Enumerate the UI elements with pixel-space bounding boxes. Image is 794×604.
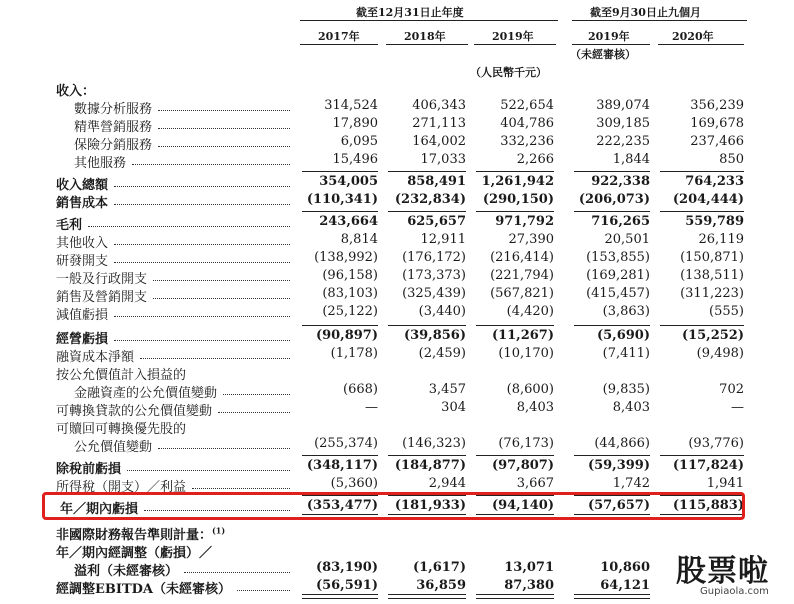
- cell-value: (311,223): [680, 286, 744, 301]
- leader-dots: [184, 572, 290, 573]
- leader-dots: [114, 204, 290, 205]
- subtotal-rule: [388, 211, 466, 212]
- row-label-text: 按公允價值計入損益的: [56, 368, 187, 383]
- cell-value: (57,657): [587, 498, 650, 513]
- subtotal-rule: [302, 594, 378, 599]
- unaudited-note: （未經審核）: [570, 48, 636, 61]
- cell-value: (83,190): [315, 560, 378, 575]
- watermark-text: 股票啦: [676, 554, 769, 589]
- year-2020-nine-months: 2020年: [672, 30, 714, 43]
- cell-value: 17,890: [332, 116, 378, 131]
- cell-value: (415,457): [586, 286, 650, 301]
- cell-value: (150,871): [680, 250, 744, 265]
- cell-value: 716,265: [591, 214, 650, 229]
- cell-value: 15,496: [332, 152, 378, 167]
- cell-value: (97,807): [491, 458, 554, 473]
- cell-value: (59,399): [587, 458, 650, 473]
- subtotal-rule: [302, 455, 378, 456]
- cell-value: 164,002: [412, 134, 466, 149]
- year-underline-3: [474, 44, 556, 45]
- cell-value: 858,491: [407, 174, 466, 189]
- cell-value: 8,814: [340, 232, 378, 247]
- cell-value: 3,667: [516, 476, 554, 491]
- leader-dots: [114, 186, 290, 187]
- subtotal-rule: [574, 594, 650, 599]
- cell-value: 169,678: [690, 116, 744, 131]
- leader-dots: [223, 394, 290, 395]
- cell-value: (1,617): [412, 560, 466, 575]
- row-label: [56, 542, 212, 561]
- cell-value: 1,742: [612, 476, 650, 491]
- cell-value: (169,281): [586, 268, 650, 283]
- row-label-text: 銷售成本: [56, 196, 109, 211]
- cell-value: 8,403: [516, 400, 554, 415]
- year-underline-1: [300, 44, 378, 45]
- cell-value: (8,600): [506, 382, 554, 397]
- cell-value: 304: [441, 400, 466, 415]
- leader-dots: [114, 244, 290, 245]
- watermark-subtext: Gupiaola.com: [700, 586, 769, 597]
- cell-value: 309,185: [596, 116, 650, 131]
- subtotal-rule: [574, 211, 650, 212]
- cell-value: (96,158): [322, 268, 378, 283]
- cell-value: 36,859: [416, 578, 466, 593]
- row-label-text: 融資成本淨額: [56, 350, 135, 365]
- cell-value: 237,466: [690, 134, 744, 149]
- row-label: [56, 232, 108, 251]
- row-label: [74, 116, 152, 135]
- cell-value: (110,341): [306, 192, 378, 207]
- row-label: [56, 304, 108, 323]
- row-label-text: 研發開支: [56, 254, 109, 269]
- subtotal-rule: [660, 171, 744, 172]
- subtotal-rule: [660, 211, 744, 212]
- row-label-text: 其他服務: [74, 156, 127, 171]
- header-group-annual: 截至12月31日止年度: [356, 6, 464, 19]
- row-label: [56, 578, 231, 597]
- cell-value: (90,897): [315, 328, 378, 343]
- cell-value: (146,323): [402, 436, 466, 451]
- cell-value: (138,511): [680, 268, 744, 283]
- cell-value: 8,403: [612, 400, 650, 415]
- cell-value: 12,911: [420, 232, 466, 247]
- row-label-text: 可轉換貸款的公允價值變動: [56, 404, 213, 419]
- leader-dots: [114, 262, 290, 263]
- leader-dots: [114, 316, 290, 317]
- cell-value: 3,457: [428, 382, 466, 397]
- leader-dots: [132, 164, 290, 165]
- cell-value: —: [365, 400, 378, 415]
- row-label-text: 可贖回可轉換優先股的: [56, 422, 187, 437]
- cell-value: (9,835): [602, 382, 650, 397]
- cell-value: (94,140): [491, 498, 554, 513]
- leader-dots: [158, 146, 290, 147]
- cell-value: 522,654: [500, 98, 554, 113]
- cell-value: 6,095: [340, 134, 378, 149]
- cell-value: (353,477): [306, 498, 378, 513]
- leader-dots: [153, 298, 290, 299]
- cell-value: (221,794): [490, 268, 554, 283]
- row-label-text: 金融資產的公允價值變動: [74, 386, 218, 401]
- cell-value: 13,071: [504, 560, 554, 575]
- cell-value: (7,411): [602, 346, 650, 361]
- cell-value: 406,343: [412, 98, 466, 113]
- leader-dots: [192, 488, 290, 489]
- footnote-marker: (1): [212, 525, 226, 536]
- cell-value: (117,824): [672, 458, 744, 473]
- row-label-text: 經營虧損: [56, 332, 109, 347]
- row-label-text: 公允價值變動: [74, 440, 153, 455]
- cell-value: 971,792: [495, 214, 554, 229]
- cell-value: (176,172): [402, 250, 466, 265]
- cell-value: 389,074: [596, 98, 650, 113]
- cell-value: 1,844: [612, 152, 650, 167]
- row-label: [56, 214, 82, 233]
- cell-value: 354,005: [319, 174, 378, 189]
- cell-value: (255,374): [314, 436, 378, 451]
- cell-value: (83,103): [322, 286, 378, 301]
- cell-value: 10,860: [600, 560, 650, 575]
- cell-value: 20,501: [604, 232, 650, 247]
- row-label: [56, 328, 108, 347]
- year-2019-nine-months: 2019年: [588, 30, 630, 43]
- subtotal-rule: [574, 455, 650, 456]
- cell-value: 2,944: [428, 476, 466, 491]
- cell-value: 702: [719, 382, 744, 397]
- cell-value: (184,877): [394, 458, 466, 473]
- cell-value: (3,863): [602, 304, 650, 319]
- cell-value: (10,170): [498, 346, 554, 361]
- leader-dots: [127, 470, 290, 471]
- subtotal-rule: [388, 594, 466, 599]
- cell-value: (1,178): [330, 346, 378, 361]
- cell-value: 559,789: [685, 214, 744, 229]
- leader-dots: [237, 590, 290, 591]
- year-underline-5: [658, 44, 744, 45]
- cell-value: (15,252): [681, 328, 744, 343]
- row-label-text: 數據分析服務: [74, 102, 153, 117]
- cell-value: 314,524: [324, 98, 378, 113]
- row-label: [74, 152, 126, 171]
- cell-value: 764,233: [685, 174, 744, 189]
- cell-value: (76,173): [498, 436, 554, 451]
- subtotal-rule: [302, 171, 378, 172]
- row-label-text: 非國際財務報告準則計量：: [56, 528, 213, 543]
- cell-value: (138,992): [314, 250, 378, 265]
- row-label-text: 經調整EBITDA（未經審核）: [56, 582, 232, 597]
- row-label-text: 除稅前虧損: [56, 462, 122, 477]
- subtotal-rule: [388, 325, 466, 326]
- subtotal-rule: [476, 325, 554, 326]
- subtotal-rule: [302, 325, 378, 326]
- cell-value: (5,690): [596, 328, 650, 343]
- leader-dots: [114, 340, 290, 341]
- row-label: [56, 346, 134, 365]
- cell-value: (232,834): [394, 192, 466, 207]
- cell-value: (9,498): [696, 346, 744, 361]
- cell-value: (25,122): [322, 304, 378, 319]
- leader-dots: [158, 448, 290, 449]
- row-label: [56, 418, 186, 437]
- cell-value: 26,119: [698, 232, 744, 247]
- row-label: [56, 400, 212, 419]
- row-label-text: 精準營銷服務: [74, 120, 153, 135]
- leader-dots: [158, 110, 290, 111]
- cell-value: 1,941: [706, 476, 744, 491]
- cell-value: (2,459): [418, 346, 466, 361]
- year-2019: 2019年: [492, 30, 534, 43]
- row-label: [74, 134, 152, 153]
- highlight-box: [42, 492, 745, 520]
- row-label-text: 溢利（未經審核）: [74, 564, 179, 579]
- year-underline-4: [572, 44, 650, 45]
- cell-value: (4,420): [506, 304, 554, 319]
- subtotal-rule: [476, 455, 554, 456]
- subtotal-rule: [574, 171, 650, 172]
- row-label-text: 所得稅（開支）／利益: [56, 480, 187, 495]
- cell-value: —: [731, 400, 744, 415]
- row-label-text: 年／期內虧損: [60, 502, 139, 517]
- cell-value: 356,239: [690, 98, 744, 113]
- row-label: [56, 364, 186, 383]
- row-label: [56, 250, 108, 269]
- row-label: [56, 174, 108, 193]
- cell-value: 404,786: [500, 116, 554, 131]
- row-label-text: 一般及行政開支: [56, 272, 148, 287]
- row-label-text: 銷售及營銷開支: [56, 290, 148, 305]
- cell-value: (3,440): [418, 304, 466, 319]
- cell-value: 271,113: [412, 116, 466, 131]
- subtotal-rule: [660, 325, 744, 326]
- row-label-text: 其他收入: [56, 236, 109, 251]
- cell-value: (44,866): [594, 436, 650, 451]
- leader-dots: [158, 128, 290, 129]
- year-2017: 2017年: [318, 30, 360, 43]
- cell-value: (115,883): [672, 498, 744, 513]
- cell-value: (567,821): [490, 286, 554, 301]
- row-label-text: 減值虧損: [56, 308, 109, 323]
- row-label-text: 收入：: [56, 84, 96, 99]
- row-label-text: 收入總額: [56, 178, 109, 193]
- cell-value: 332,236: [500, 134, 554, 149]
- watermark-logo: [672, 546, 790, 597]
- cell-value: (325,439): [402, 286, 466, 301]
- subtotal-rule: [660, 455, 744, 456]
- year-underline-2: [386, 44, 468, 45]
- cell-value: (39,856): [403, 328, 466, 343]
- cell-value: (93,776): [688, 436, 744, 451]
- cell-value: 64,121: [600, 578, 650, 593]
- row-label: [74, 436, 152, 455]
- subtotal-rule: [476, 171, 554, 172]
- subtotal-rule: [476, 211, 554, 212]
- leader-dots: [88, 226, 290, 227]
- cell-value: 625,657: [407, 214, 466, 229]
- cell-value: (348,117): [306, 458, 378, 473]
- row-label: [56, 192, 108, 211]
- subtotal-rule: [388, 455, 466, 456]
- row-label: [74, 560, 178, 579]
- leader-dots: [218, 412, 290, 413]
- cell-value: (11,267): [491, 328, 554, 343]
- row-label: [56, 80, 95, 99]
- header-group-annual-underline: [300, 20, 558, 21]
- cell-value: 243,664: [319, 214, 378, 229]
- row-label: [56, 268, 147, 287]
- header-group-nine-months: 截至9月30日止九個月: [590, 6, 701, 19]
- leader-dots: [153, 280, 290, 281]
- cell-value: (5,360): [330, 476, 378, 491]
- cell-value: (204,444): [672, 192, 744, 207]
- cell-value: 850: [719, 152, 744, 167]
- header-group-nine-months-underline: [572, 20, 747, 21]
- cell-value: (206,073): [578, 192, 650, 207]
- row-label-text: 保險分銷服務: [74, 138, 153, 153]
- cell-value: 222,235: [596, 134, 650, 149]
- row-label: [74, 98, 152, 117]
- subtotal-rule: [302, 211, 378, 212]
- row-label-text: 毛利: [56, 218, 83, 233]
- cell-value: (56,591): [315, 578, 378, 593]
- row-label-text: 年／期內經調整（虧損）／: [56, 546, 213, 561]
- cell-value: (668): [343, 382, 378, 397]
- row-label: [56, 524, 225, 543]
- currency-unit: （人民幣千元）: [470, 66, 547, 79]
- subtotal-rule: [574, 325, 650, 326]
- cell-value: 2,266: [516, 152, 554, 167]
- cell-value: 1,261,942: [481, 174, 554, 189]
- leader-dots: [140, 358, 290, 359]
- cell-value: 27,390: [508, 232, 554, 247]
- cell-value: (153,855): [586, 250, 650, 265]
- cell-value: (290,150): [482, 192, 554, 207]
- year-2018: 2018年: [404, 30, 446, 43]
- cell-value: 87,380: [504, 578, 554, 593]
- cell-value: (181,933): [394, 498, 466, 513]
- subtotal-rule: [476, 594, 554, 599]
- subtotal-rule: [388, 171, 466, 172]
- row-label: [74, 382, 217, 401]
- cell-value: 922,338: [591, 174, 650, 189]
- cell-value: (173,373): [402, 268, 466, 283]
- row-label: [56, 458, 121, 477]
- row-label: [56, 286, 147, 305]
- cell-value: (216,414): [490, 250, 554, 265]
- cell-value: 17,033: [420, 152, 466, 167]
- cell-value: (555): [709, 304, 744, 319]
